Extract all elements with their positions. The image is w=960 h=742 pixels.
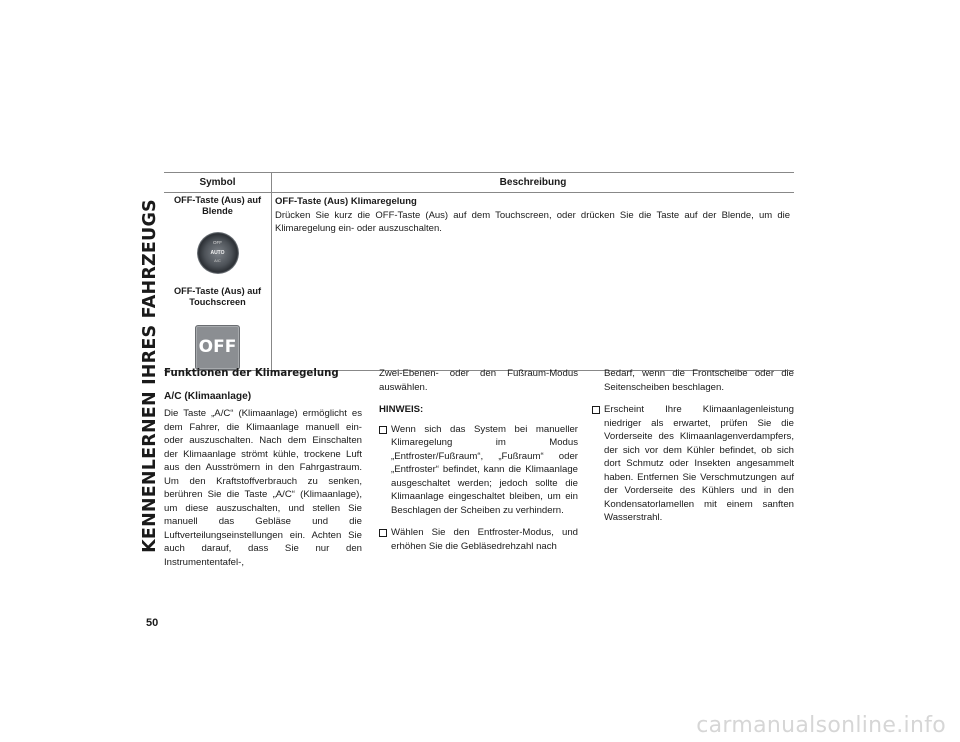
watermark: carmanualsonline.info (696, 713, 946, 738)
column-1 (164, 367, 362, 569)
ac-paragraph: Die Taste „A/C“ (Klimaanlage) ermöglicht es dem Fahrer, die Klimaanlage manuell ein- oder auszuschalten. Nach dem Einschalten der Klimaanlage strömt kühle, trockene Luft aus den Ausströmern in den Fahrgastraum. Um den Kraftstoffverbrauch zu senken, berühren Sie die Taste „A/C“ (Klimaanlage), um diese auszuschalten, und stellen Sie manuell das Gebläse und die Luftverteilungseinstellungen ein. Achten Sie auch darauf, dass Sie nur den Instrumententafel-, (164, 408, 362, 568)
list-item (379, 526, 578, 553)
description-title: OFF-Taste (Aus) Klimaregelung (275, 196, 417, 207)
checkbox-bullet-icon (379, 426, 387, 434)
knob-auto-text: AUTO (210, 250, 225, 256)
page-number: 50 (146, 617, 159, 629)
note-heading: HINWEIS: (379, 404, 424, 415)
chapter-side-tab (140, 176, 160, 576)
description-text: Drücken Sie kurz die OFF-Taste (Aus) auf dem Touchscreen, oder drücken Sie die Taste auf der Blende, um die Klimaregelung ein- oder auszuschalten. (275, 209, 790, 234)
knob-off-text: OFF (213, 240, 222, 245)
bullet-continued: Bedarf, wenn die Frontscheibe oder die Seitenscheiben beschlagen. (604, 368, 794, 393)
checkbox-bullet-icon (379, 529, 387, 537)
header-symbol: Symbol (164, 173, 272, 193)
symbol-label-bezel: OFF-Taste (Aus) auf Blende (173, 195, 262, 216)
bullet-text: Wenn sich das System bei manueller Klimaregelung im Modus „Entfroster/Fußraum“, „Fußraum“ oder „Entfroster“ befindet, kann die Klimaanlage ausgeschaltet werden; jedoch sollte die Klimaanlage eingeschaltet bleiben, um ein Beschlagen der Scheiben zu verhindern. (391, 423, 578, 516)
symbol-cell (164, 193, 272, 371)
bullet-text: Wählen Sie den Entfroster-Modus, und erhöhen Sie die Gebläsedrehzahl nach (391, 527, 578, 552)
header-description: Beschreibung (272, 173, 795, 193)
section-title: Funktionen der Klimaregelung (164, 368, 339, 379)
table-row (164, 193, 794, 371)
knob-ac-text: A/C (214, 258, 221, 263)
bullet-text: Erscheint Ihre Klimaanlagenleistung niedriger als erwartet, prüfen Sie die Vorderseite des Klimaanlagenverdampfers, der sich vor dem Kühler befindet, ob sich dort Schmutz oder Insekten angesammelt haben. Entfernen Sie Verschmutzungen auf der Vorderseite des Kühlers und in den Kondensatorlamellen mit einem sanften Wasserstrahl. (604, 404, 794, 523)
symbol-label-touchscreen: OFF-Taste (Aus) auf Touchscreen (173, 286, 262, 307)
checkbox-bullet-icon (592, 406, 600, 414)
chapter-title: KENNENLERNEN IHRES FAHRZEUGS (140, 199, 160, 553)
subsection-title: A/C (Klimaanlage) (164, 391, 252, 402)
list-item (592, 403, 794, 525)
off-knob-icon (197, 232, 239, 274)
description-cell (272, 193, 795, 371)
list-item (379, 423, 578, 518)
symbol-table (164, 172, 794, 371)
ac-paragraph-continued: Zwei-Ebenen- oder den Fußraum-Modus auswählen. (379, 368, 578, 393)
column-2 (379, 367, 578, 562)
column-3 (592, 367, 794, 534)
off-button-icon: OFF (195, 325, 240, 370)
table-header-row (164, 173, 794, 193)
